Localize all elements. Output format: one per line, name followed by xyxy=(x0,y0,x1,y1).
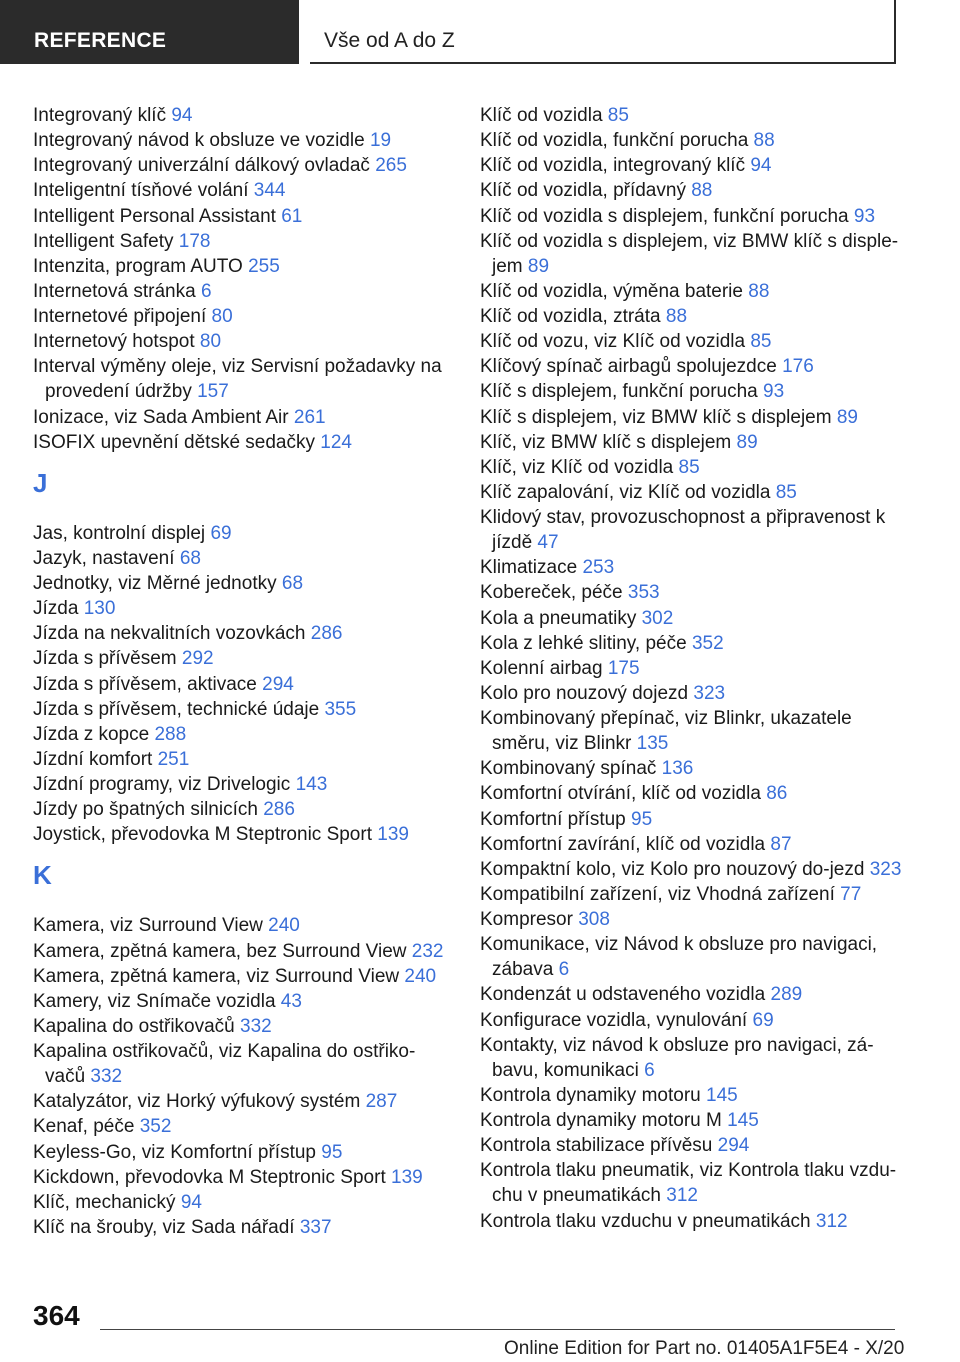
index-entry xyxy=(33,822,453,847)
index-entry-text: Komfortní otvírání, klíč od vozidla xyxy=(480,783,761,805)
index-page-link[interactable]: 261 xyxy=(293,406,326,428)
index-entry xyxy=(33,672,453,697)
index-page-link[interactable]: 85 xyxy=(678,456,700,478)
index-entry xyxy=(480,480,910,505)
index-entry xyxy=(33,697,453,722)
index-page-link[interactable]: 145 xyxy=(727,1110,759,1131)
index-entry xyxy=(33,1190,453,1215)
index-entry-text: ISOFIX upevnění dětské sedačky xyxy=(33,431,315,453)
index-entry xyxy=(480,103,910,128)
index-entry-text: Klíčový spínač airbagů spolujezdce xyxy=(480,356,777,378)
index-entry xyxy=(33,521,453,546)
index-entry xyxy=(33,128,453,153)
index-page-link[interactable]: 157 xyxy=(197,381,229,403)
index-entry xyxy=(480,580,910,605)
index-entry-text: Interval výměny oleje, viz Servisní požadavky na provedení údržby xyxy=(33,356,442,403)
index-page-link[interactable]: 94 xyxy=(171,105,193,126)
index-entry xyxy=(480,505,910,555)
index-page-link[interactable]: 323 xyxy=(869,858,902,880)
index-page-link[interactable]: 353 xyxy=(627,582,660,604)
index-entry-text: Integrovaný univerzální dálkový ovladač xyxy=(33,155,370,177)
index-entry-text: Klíč zapalování, viz Klíč od vozidla xyxy=(480,481,771,503)
index-page-link[interactable]: 287 xyxy=(365,1091,398,1113)
index-page-link[interactable]: 95 xyxy=(321,1141,343,1163)
index-page-link[interactable]: 352 xyxy=(139,1116,172,1138)
index-letter-heading: J xyxy=(33,467,48,498)
index-entry-text: Komunikace, viz Návod k obsluze pro navigaci, zábava xyxy=(480,934,878,981)
index-page-link[interactable]: 176 xyxy=(782,356,814,378)
index-entry-text: Kondenzát u odstaveného vozidla xyxy=(480,984,766,1006)
section-label: REFERENCE xyxy=(34,29,167,52)
index-letter-heading: K xyxy=(33,860,52,891)
index-entry xyxy=(33,772,453,797)
index-entry xyxy=(33,178,453,203)
index-column-left xyxy=(33,103,453,1240)
index-entry-text: Jízda s přívěsem xyxy=(33,648,177,670)
index-entry xyxy=(33,797,453,822)
index-page-link[interactable]: 332 xyxy=(240,1015,272,1037)
index-entry xyxy=(33,279,453,304)
index-page-link[interactable]: 93 xyxy=(763,381,785,403)
index-entry xyxy=(33,722,453,747)
index-page-link[interactable]: 289 xyxy=(770,984,803,1006)
index-page-link[interactable]: 89 xyxy=(527,255,550,277)
index-page-link[interactable]: 355 xyxy=(324,698,357,720)
index-page-link[interactable]: 85 xyxy=(607,105,629,126)
index-entry-text: Jízda s přívěsem, technické údaje xyxy=(33,698,320,720)
index-entry-text: Klíč od vozidla, výměna baterie xyxy=(480,280,743,302)
page-title: Vše od A do Z xyxy=(324,29,455,52)
index-page-link[interactable]: 89 xyxy=(836,406,858,428)
index-page-link[interactable]: 135 xyxy=(636,733,669,755)
index-entry-text: Klimatizace xyxy=(480,557,578,579)
index-entry xyxy=(33,229,453,254)
index-entry xyxy=(480,128,910,153)
index-entry xyxy=(33,939,453,964)
index-entry xyxy=(33,304,453,329)
index-entry xyxy=(480,455,910,480)
index-entry-text: Kamera, viz Surround View xyxy=(33,915,263,937)
index-entry xyxy=(480,982,910,1007)
index-entry-text: Integrovaný klíč xyxy=(33,105,167,126)
index-page-link[interactable]: 89 xyxy=(736,431,758,453)
index-page-link[interactable]: 43 xyxy=(280,990,302,1012)
index-entry-text: Integrovaný návod k obsluze ve vozidle xyxy=(33,130,365,152)
footer-rule xyxy=(100,1329,895,1330)
index-page-link[interactable]: 68 xyxy=(281,573,304,594)
index-entry-text: Intenzita, program AUTO xyxy=(33,255,243,277)
index-entry xyxy=(480,229,910,279)
header-title-box xyxy=(310,0,896,64)
index-entry xyxy=(33,1140,453,1165)
index-entry xyxy=(33,1089,453,1114)
index-entry xyxy=(480,178,910,203)
index-page-link[interactable]: 232 xyxy=(411,940,444,962)
index-entry xyxy=(33,103,453,128)
index-entry xyxy=(480,1108,910,1133)
index-page-link[interactable]: 308 xyxy=(578,909,610,930)
index-entry-text: Komfortní přístup xyxy=(480,808,626,830)
index-entry xyxy=(480,606,910,631)
index-page-link[interactable]: 85 xyxy=(775,481,797,503)
index-entry xyxy=(480,329,910,354)
index-entry-text: Jízdní komfort xyxy=(33,748,153,770)
index-entry-text: Klíč s displejem, viz BMW klíč s displejem xyxy=(480,406,832,428)
index-page-link[interactable]: 294 xyxy=(717,1135,750,1157)
index-entry-text: Jednotky, viz Měrné jednotky xyxy=(33,573,277,594)
index-entry-text: Jízda na nekvalitních vozovkách xyxy=(33,623,306,645)
index-page-link[interactable]: 302 xyxy=(641,607,674,629)
index-entry-text: Kolenní airbag xyxy=(480,657,603,679)
index-entry-text: Kamera, zpětná kamera, bez Surround View xyxy=(33,940,407,962)
index-entry xyxy=(33,254,453,279)
index-entry-text: Kombinovaný přepínač, viz Blinkr, ukazatele směru, viz Blinkr xyxy=(480,708,852,755)
index-page-link[interactable]: 294 xyxy=(262,673,294,695)
index-entry-text: Jízda z kopce xyxy=(33,723,150,745)
index-entry xyxy=(33,1114,453,1139)
index-page-link[interactable]: 80 xyxy=(199,331,222,353)
index-entry-text: Joystick, převodovka M Steptronic Sport xyxy=(33,824,372,846)
index-page-link[interactable]: 19 xyxy=(369,130,392,152)
index-entry-text: Kobereček, péče xyxy=(480,582,623,604)
index-page-link[interactable]: 332 xyxy=(90,1066,123,1088)
index-page-link[interactable]: 6 xyxy=(200,280,212,302)
index-entry xyxy=(480,832,910,857)
index-entry-text: Kenaf, péče xyxy=(33,1116,135,1138)
index-entry xyxy=(33,1039,453,1089)
index-entry xyxy=(33,913,453,938)
index-page-link[interactable]: 80 xyxy=(211,306,233,327)
index-page-link[interactable]: 143 xyxy=(295,774,328,795)
index-entry-text: Kamery, viz Snímače vozidla xyxy=(33,990,276,1012)
index-entry-text: Kontakty, viz návod k obsluze pro navigaci, zá‐bavu, komunikaci xyxy=(480,1034,874,1081)
index-entry xyxy=(480,1133,910,1158)
index-entry xyxy=(480,681,910,706)
index-page-link[interactable]: 178 xyxy=(178,230,211,252)
index-entry-text: Kolo pro nouzový dojezd xyxy=(480,682,689,704)
index-entry xyxy=(480,354,910,379)
index-page-link[interactable]: 292 xyxy=(181,648,214,670)
index-entry xyxy=(480,631,910,656)
index-entry-text: Jízda s přívěsem, aktivace xyxy=(33,673,257,695)
index-entry-text: Klíč, mechanický xyxy=(33,1191,176,1213)
index-page-link[interactable]: 6 xyxy=(644,1059,655,1081)
index-entry-text: Kontrola dynamiky motoru M xyxy=(480,1110,722,1131)
index-page-link[interactable]: 93 xyxy=(853,205,876,227)
index-entry-text: Kontrola stabilizace přívěsu xyxy=(480,1135,713,1157)
index-entry-text: Klíč s displejem, funkční porucha xyxy=(480,381,758,403)
index-entry-text: Jazyk, nastavení xyxy=(33,547,175,569)
index-entry-text: Katalyzátor, viz Horký výfukový systém xyxy=(33,1091,361,1113)
index-entry-text: Klíč od vozidla, integrovaný klíč xyxy=(480,155,746,177)
index-page-link[interactable]: 288 xyxy=(154,723,187,745)
index-entry-text: Jízdy po špatných silnicích xyxy=(33,799,258,821)
index-page-link[interactable]: 88 xyxy=(691,180,713,202)
index-entry xyxy=(480,279,910,304)
index-entry xyxy=(480,807,910,832)
index-entry xyxy=(480,379,910,404)
index-entry-text: Kamera, zpětná kamera, viz Surround View xyxy=(33,965,400,987)
index-entry-text: Kontrola dynamiky motoru xyxy=(480,1084,701,1106)
index-page-link[interactable]: 337 xyxy=(299,1216,332,1238)
index-page-link[interactable]: 130 xyxy=(83,598,116,620)
index-entry-text: Kickdown, převodovka M Steptronic Sport xyxy=(33,1166,386,1188)
index-entry xyxy=(480,304,910,329)
index-entry xyxy=(480,857,910,882)
index-entry xyxy=(480,1209,910,1234)
index-entry-text: Kombinovaný spínač xyxy=(480,758,657,780)
section-tab xyxy=(0,0,299,64)
index-entry xyxy=(33,1165,453,1190)
index-page-link[interactable]: 255 xyxy=(248,255,280,277)
index-entry xyxy=(33,596,453,621)
index-page-link[interactable]: 69 xyxy=(210,522,232,544)
index-entry xyxy=(33,204,453,229)
index-column-right xyxy=(480,103,910,1234)
index-entry-text: Jízdní programy, viz Drivelogic xyxy=(33,774,291,795)
index-entry xyxy=(480,907,910,932)
index-entry xyxy=(33,329,453,354)
index-entry xyxy=(480,1083,910,1108)
index-page-link[interactable]: 240 xyxy=(404,965,437,987)
index-entry-text: Internetová stránka xyxy=(33,280,196,302)
index-entry xyxy=(480,204,910,229)
index-entry xyxy=(480,430,910,455)
index-entry-text: Klíč, viz Klíč od vozidla xyxy=(480,456,674,478)
index-entry xyxy=(480,882,910,907)
index-entry-text: Kola a pneumatiky xyxy=(480,607,637,629)
index-entry-text: Inteligentní tísňové volání xyxy=(33,180,249,202)
index-entry-text: Intelligent Personal Assistant xyxy=(33,205,276,227)
index-entry xyxy=(480,1158,910,1208)
index-page-link[interactable]: 265 xyxy=(375,155,407,177)
index-entry-text: Klíč od vozidla, funkční porucha xyxy=(480,130,749,152)
index-entry xyxy=(480,932,910,982)
footer-edition: Online Edition for Part no. 01405A1F5E4 - X/20 xyxy=(504,1338,905,1359)
index-entry-text: Kontrola tlaku pneumatik, viz Kontrola tlaku vzdu‐chu v pneumatikách xyxy=(480,1160,897,1207)
index-entry-text: Kontrola tlaku vzduchu v pneumatikách xyxy=(480,1210,811,1232)
index-entry-text: Komfortní zavírání, klíč od vozidla xyxy=(480,833,766,855)
index-page-link[interactable]: 69 xyxy=(752,1009,774,1031)
index-page-link[interactable]: 139 xyxy=(391,1166,423,1188)
index-page-link[interactable]: 136 xyxy=(661,758,694,780)
index-entry xyxy=(33,571,453,596)
index-entry-text: Jas, kontrolní displej xyxy=(33,522,206,544)
index-page-link[interactable]: 286 xyxy=(310,623,343,645)
index-entry xyxy=(480,781,910,806)
index-entry-text: Klíč od vozidla xyxy=(480,105,603,126)
index-entry xyxy=(480,656,910,681)
index-entry xyxy=(33,964,453,989)
index-entry xyxy=(33,430,453,455)
index-page-link[interactable]: 68 xyxy=(179,547,201,569)
index-entry-text: Keyless-Go, viz Komfortní přístup xyxy=(33,1141,316,1163)
index-page-link[interactable]: 88 xyxy=(665,306,688,327)
index-entry-text: Kapalina do ostřikovačů xyxy=(33,1015,235,1037)
index-page-link[interactable]: 6 xyxy=(558,959,570,981)
index-page-link[interactable]: 145 xyxy=(706,1084,738,1106)
index-entry xyxy=(33,646,453,671)
index-page-link[interactable]: 240 xyxy=(268,915,300,937)
index-page-link[interactable]: 344 xyxy=(253,180,286,202)
index-entry xyxy=(33,1215,453,1240)
index-entry-text: Klidový stav, provozuschopnost a připravenost k jízdě xyxy=(480,507,886,554)
index-entry xyxy=(480,1008,910,1033)
index-entry-text: Kola z lehké slitiny, péče xyxy=(480,632,687,654)
index-entry xyxy=(480,405,910,430)
index-page-link[interactable]: 286 xyxy=(263,799,295,821)
index-entry-text: Klíč na šrouby, viz Sada nářadí xyxy=(33,1216,295,1238)
index-entry-text: Internetové připojení xyxy=(33,306,207,327)
index-entry-text: Internetový hotspot xyxy=(33,331,195,353)
index-page-link[interactable]: 86 xyxy=(766,783,788,805)
index-page-link[interactable]: 85 xyxy=(750,331,772,353)
index-page-link[interactable]: 175 xyxy=(607,657,640,679)
index-entry xyxy=(33,1014,453,1039)
index-page-link[interactable]: 88 xyxy=(748,280,770,302)
index-page-link[interactable]: 323 xyxy=(693,682,726,704)
index-page-link[interactable]: 312 xyxy=(815,1210,848,1232)
index-page-link[interactable]: 139 xyxy=(377,824,409,846)
index-page-link[interactable]: 87 xyxy=(770,833,792,855)
index-page-link[interactable]: 94 xyxy=(180,1191,202,1213)
index-entry xyxy=(480,706,910,756)
index-entry-text: Klíč od vozidla s displejem, viz BMW klíč s disple‐jem xyxy=(480,230,899,277)
index-page-link[interactable]: 88 xyxy=(753,130,775,152)
index-page-link[interactable]: 61 xyxy=(281,205,303,227)
page-number: 364 xyxy=(33,1300,80,1331)
index-entry-text: Konfigurace vozidla, vynulování xyxy=(480,1009,748,1031)
index-entry-text: Klíč od vozidla s displejem, funkční porucha xyxy=(480,205,849,227)
index-entry-text: Klíč od vozidla, ztráta xyxy=(480,306,661,327)
index-page-link[interactable]: 77 xyxy=(840,883,862,905)
index-entry xyxy=(480,555,910,580)
index-entry-text: Ionizace, viz Sada Ambient Air xyxy=(33,406,289,428)
index-page-link[interactable]: 124 xyxy=(320,431,352,453)
index-page-link[interactable]: 352 xyxy=(691,632,724,654)
index-page-link[interactable]: 94 xyxy=(750,155,772,177)
index-entry-text: Kapalina ostřikovačů, viz Kapalina do ostřiko‐vačů xyxy=(33,1041,416,1088)
index-entry xyxy=(33,405,453,430)
index-entry xyxy=(33,747,453,772)
index-entry-text: Kompresor xyxy=(480,909,573,930)
index-entry-text: Kompatibilní zařízení, viz Vhodná zařízení xyxy=(480,883,835,905)
index-entry-text: Kompaktní kolo, viz Kolo pro nouzový do‐jezd xyxy=(480,858,865,880)
index-page-link[interactable]: 95 xyxy=(631,808,653,830)
index-page-link[interactable]: 47 xyxy=(537,532,559,554)
index-entry xyxy=(33,153,453,178)
index-page-link[interactable]: 251 xyxy=(157,748,190,770)
index-entry xyxy=(480,756,910,781)
index-page-link[interactable]: 312 xyxy=(666,1185,698,1207)
index-entry xyxy=(33,621,453,646)
index-entry xyxy=(33,354,453,404)
index-entry xyxy=(480,153,910,178)
index-entry xyxy=(33,989,453,1014)
index-entry-text: Klíč od vozu, viz Klíč od vozidla xyxy=(480,331,746,353)
index-entry-text: Jízda xyxy=(33,598,79,620)
index-page-link[interactable]: 253 xyxy=(582,557,615,579)
index-entry-text: Intelligent Safety xyxy=(33,230,174,252)
index-entry-text: Klíč od vozidla, přídavný xyxy=(480,180,686,202)
index-entry-text: Klíč, viz BMW klíč s displejem xyxy=(480,431,732,453)
index-entry xyxy=(33,546,453,571)
index-entry xyxy=(480,1033,910,1083)
